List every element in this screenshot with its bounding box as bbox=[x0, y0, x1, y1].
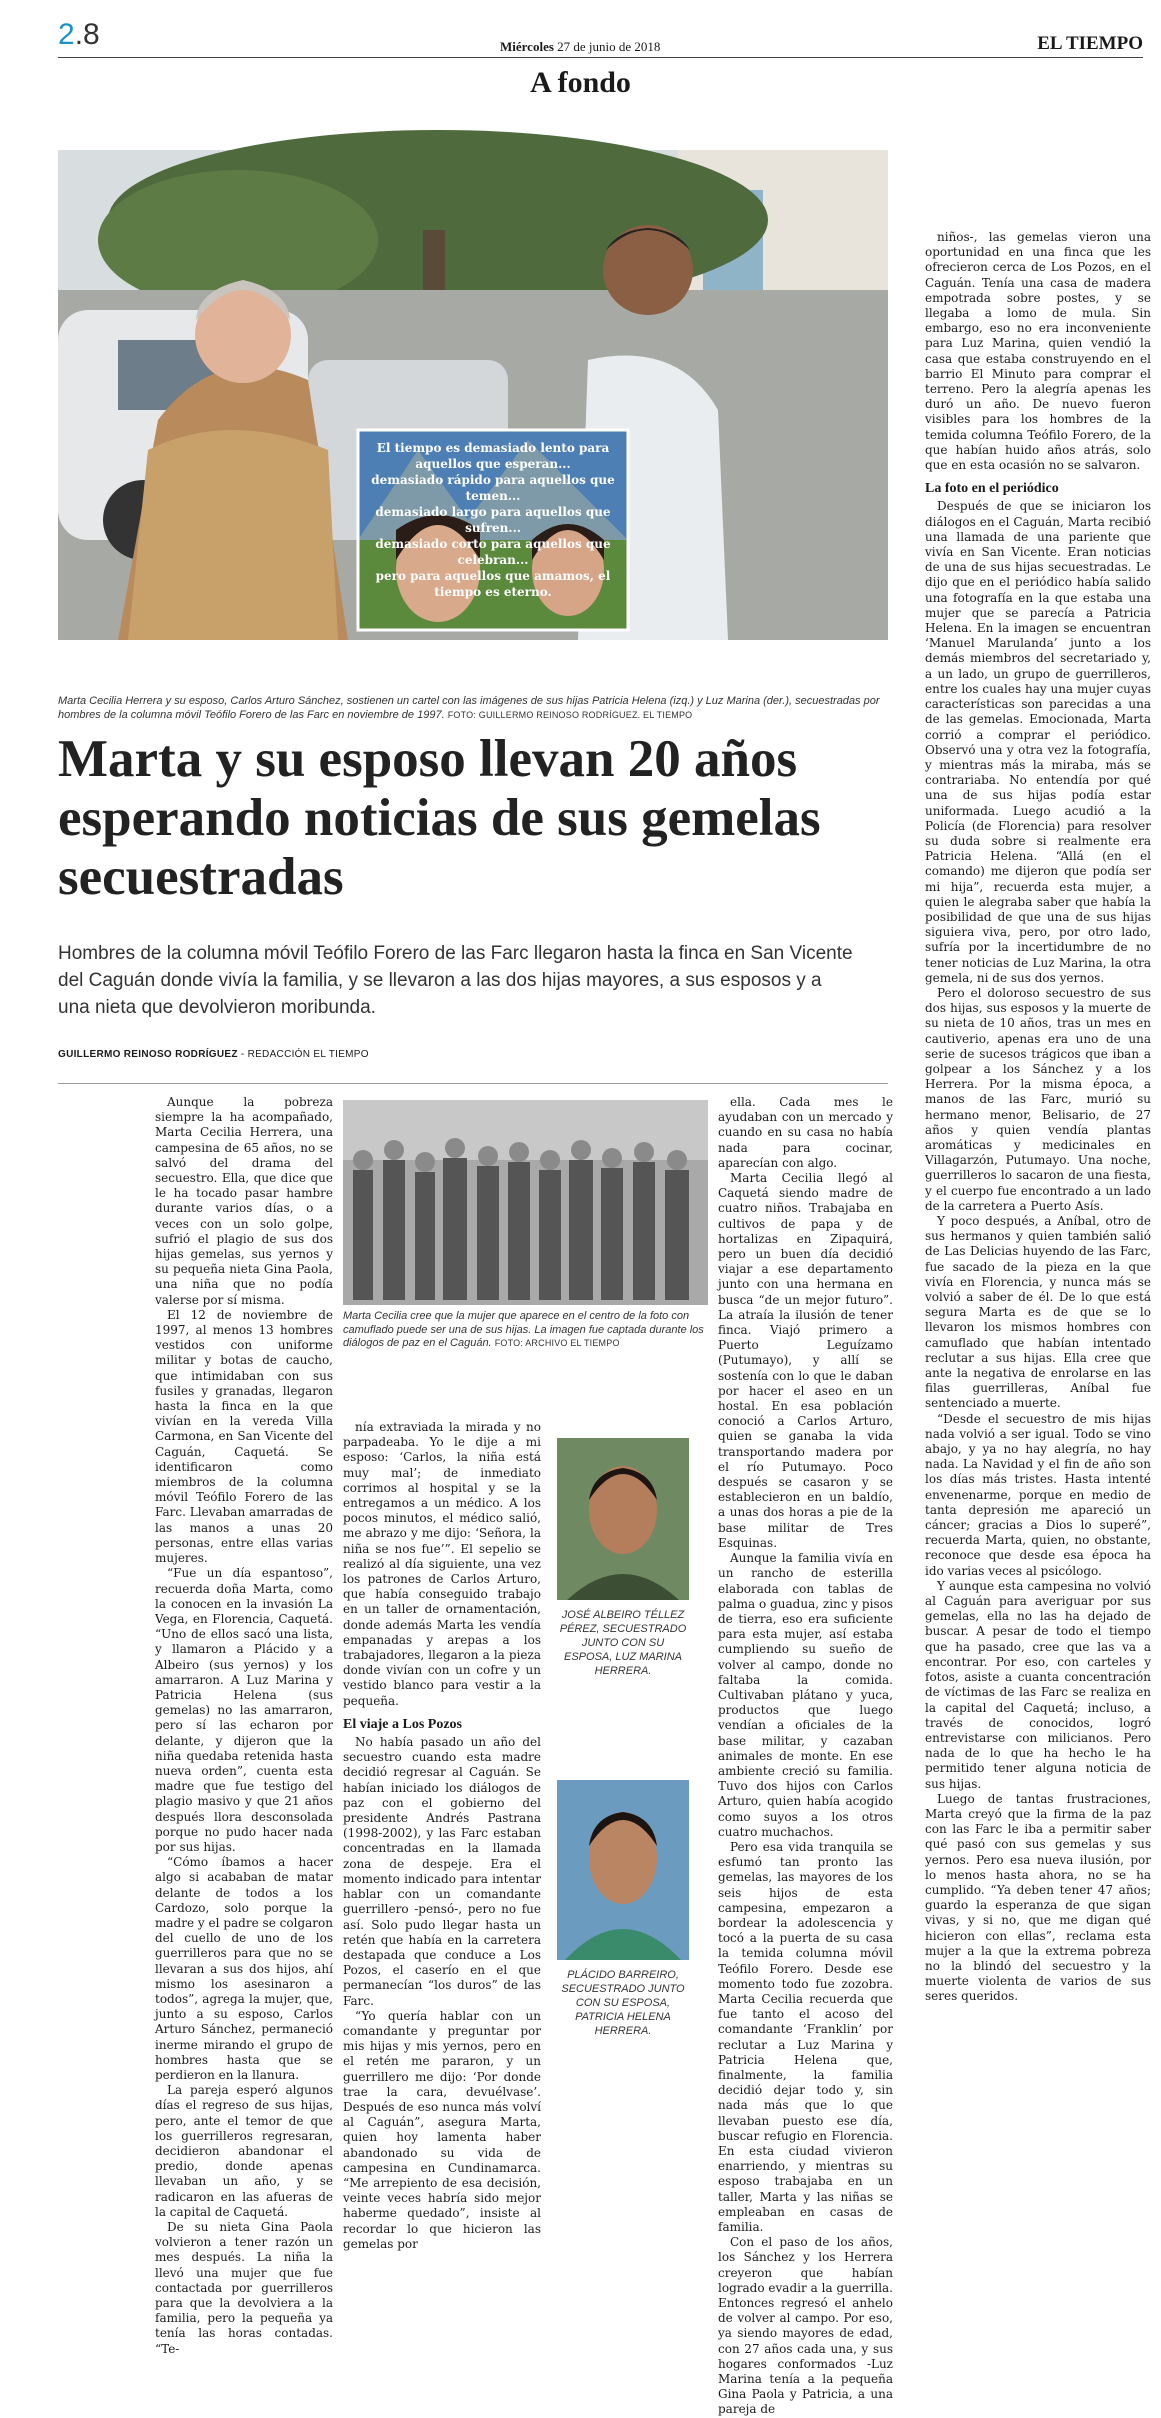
column-1 bbox=[155, 1095, 333, 2356]
paragraph: “Yo quería hablar con un comandante y preguntar por mis hijas y mis yernos, pero en el retén me pararon, y un guerrillero me dijo: ‘Por donde trae la cara, devuélvase’. Después de eso nunca más volví al Caguán”, asegura Marta, quien hoy lamenta haber abandonado su vida de campesina en Cundinamarca. “Me arrepiento de esa decisión, veinte veces habría sido mejor haberme quedado”, insiste al recordar lo que hicieron las gemelas por bbox=[343, 2008, 541, 2251]
section-title: A fondo bbox=[530, 66, 631, 99]
archive-photo-caption: Marta Cecilia cree que la mujer que aparece en el centro de la foto con camuflado puede ser una de sus hijas. La imagen fue captada durante los diálogos de paz en el Caguán. FOTO: ARCHIVO EL TIEMPO bbox=[343, 1310, 704, 1349]
paragraph: Después de que se iniciaron los diálogos en el Caguán, Marta recibió una llamada de una pariente que vivía en San Vicente. Eran noticias de una de sus hijas secuestradas. Le dijo que en el periódico había salido una fotografía en la que estaba una mujer que se parecía a Patricia Helena. En la imagen se encuentran ‘Manuel Marulanda’ junto a los demás miembros del secretariado y, a un lado, un grupo de guerrilleros, entre los cuales hay una mujer cuyas características son parecidas a una de las gemelas. Emocionada, Marta corrió a comprar el periódico. Observó una y otra vez la fotografía, y mientras más la miraba, más se contrariaba. No entendía por qué una de sus hijas podía estar uniformada. Luego acudió a la Policía (de Florencia) para resolver su duda sobre si realmente era Patricia Helena. “Allá (en el comando) me dijeron que podía ser mi hija”, recuerda esta mujer, a quien le alegraba saber que había la posibilidad de que una de sus hijas siguiera viva, pero, por otro lado, sufría por la incertidumbre de no tener noticias de Luz Marina, la otra gemela, ni de sus dos yernos. bbox=[925, 499, 1151, 985]
byline: GUILLERMO REINOSO RODRÍGUEZ - REDACCIÓN EL TIEMPO bbox=[58, 1049, 369, 1060]
issue-date: Miércoles 27 de junio de 2018 bbox=[500, 39, 661, 54]
headline: Marta y su esposo llevan 20 años esperando noticias de sus gemelas secuestradas bbox=[58, 730, 821, 906]
paragraph: Aunque la familia vivía en un rancho de esterilla elaborada con tablas de palma o guadua, zinc y pisos de tierra, eso era suficiente para esta mujer, así estaba cumpliendo su sueño de volver al campo, donde no faltaba la comida. Cultivaban plátano y yuca, productos que luego vendían a oficiales de la base militar, y cazaban animales de monte. En ese ambiente creció su familia. Tuvo dos hijos con Carlos Arturo, quien había acogido como suyos a los otros cuatro muchachos. bbox=[718, 1551, 893, 1839]
header-rule bbox=[58, 57, 1143, 58]
separator-rule bbox=[58, 1083, 888, 1084]
paragraph: Pero el doloroso secuestro de sus dos hijas, sus esposos y la muerte de su nieta de 10 años, tras un mes en cautiverio, apenas era uno de una serie de sucesos trágicos que iban a golpear a los Sánchez y a los Herrera. Por la misma época, a manos de las Farc, murió su hermano menor, Belisario, de 27 años y quien vendía plantas aromáticas y medicinales en Villagarzón, Putumayo. Una noche, guerrilleros lo sacaron de una fiesta, y el cuerpo fue encontrado a un lado de la carretera a Puerto Asís. bbox=[925, 985, 1151, 1213]
main-photo bbox=[58, 150, 888, 640]
paragraph: ella. Cada mes le ayudaban con un mercado y cuando en su casa no había nada para cocinar, aparecían con algo. bbox=[718, 1095, 893, 1170]
paragraph: “Desde el secuestro de mis hijas nada volvió a ser igual. Todo se vino abajo, y ya no hay alegría, no hay nada. La Navidad y el fin de año son los días más tristes. Hasta intenté envenenarme, porque en medio de tanta depresión me apareció un cáncer; gracias a Dios lo superé”, recuerda Marta, quien, no obstante, reconoce que desde esa época ha ido varias veces al psicólogo. bbox=[925, 1411, 1151, 1578]
newspaper-logo: EL TIEMPO bbox=[1037, 33, 1143, 54]
column-2 bbox=[343, 1420, 541, 2251]
paragraph: “Fue un día espantoso”, recuerda doña Marta, como la conocen en la invasión La Vega, en Florencia, Caquetá. “Uno de ellos sacó una lista, y llamaron a Plácido y a Albeiro (sus yernos) y los amarraron. A Luz Marina y Patricia Helena (sus gemelas) no las amarraron, pero sí las echaron por delante, y dijeron que la niña quedaba retenida hasta nueva orden”, cuenta esta madre que fue testigo del plagio masivo y que 21 años después llora desconsolada porque no pudo hacer nada por sus hijas. bbox=[155, 1566, 333, 1854]
paragraph: De su nieta Gina Paola volvieron a tener razón un mes después. La niña la llevó una mujer que fue contactada por guerrilleros para que la devolviera a la familia, pero la pequeña ya tenía las horas contadas. “Te- bbox=[155, 2220, 333, 2356]
main-photo-caption: Marta Cecilia Herrera y su esposo, Carlos Arturo Sánchez, sostienen un cartel con las imágenes de sus hijas Patricia Helena (izq.) y Luz Marina (der.), secuestradas por hombres de la columna móvil Teófilo Forero de las Farc en noviembre de 1997. FOTO: GUILLERMO REINOSO RODRÍGUEZ. EL TIEMPO bbox=[58, 695, 880, 721]
subhead-foto: La foto en el periódico bbox=[925, 481, 1059, 497]
paragraph: Y poco después, a Aníbal, otro de sus hermanos y quien también salió de Las Delicias huyendo de las Farc, fue sacado de la pieza en la que vivía en Florencia, y nunca más se volvió a saber de él. De lo que está segura Marta es de que se lo llevaron los mismos hombres con camuflado que habían intentado reclutar a sus hijas. Ella cree que ante la negativa de enrolarse en las filas guerrilleras, Aníbal fue sentenciado a muerte. bbox=[925, 1214, 1151, 1411]
banner-text: El tiempo es demasiado lento para aquellos que esperan... demasiado rápido para aquellos que temen... demasiado largo para aquellos que sufren... demasiado corto para aquellos que celebran... pero para aquellos que amamos, el tiempo es eterno. bbox=[371, 441, 615, 599]
archive-photo bbox=[343, 1100, 708, 1305]
column-4 bbox=[718, 1095, 893, 2417]
page-number: 2.8 bbox=[58, 18, 100, 51]
paragraph: Marta Cecilia llegó al Caquetá siendo madre de cuatro niños. Trabajaba en cultivos de papa y de hortalizas en Zipaquirá, pero un buen día decidió viajar a ese departamento junto con una hermana en busca “de un mejor futuro”. La atraía la ilusión de tener finca. Viajó primero a Puerto Leguízamo (Putumayo), y allí se sostenía con lo que le daban por hacer el aseo en un hostal. En esa población conoció a Carlos Arturo, quien se ganaba la vida transportando madera por el río Putumayo. Poco después se casaron y se establecieron en un baldío, a unas dos horas a pie de la base militar de Tres Esquinas. bbox=[718, 1171, 893, 1550]
paragraph: El 12 de noviembre de 1997, al menos 13 hombres vestidos con uniforme militar y botas de caucho, que intimidaban con sus fusiles y granadas, llegaron hasta la finca en la que vivían en la vereda Villa Carmona, en San Vicente del Caguán, Caquetá. Se identificaron como miembros de la columna móvil Teófilo Forero de las Farc. Llevaban amarradas de las manos a unas 20 personas, entre ellas varias mujeres. bbox=[155, 1307, 333, 1566]
portrait-caption-2: PLÁCIDO BARREIRO, SECUESTRADO JUNTO CON SU ESPOSA, PATRICIA HELENA HERRERA. bbox=[561, 1969, 685, 2037]
paragraph: Luego de tantas frustraciones, Marta creyó que la firma de la paz con las Farc le iba a permitir saber qué pasó con sus gemelas y sus yernos. Pero esa nueva ilusión, por lo menos hasta ahora, no se ha cumplido. “Ya deben tener 47 años; guardo la esperanza de que sigan vivas, y si no, que me digan qué hicieron con ellas”, reclama esta mujer a la que la extrema pobreza no la blindó del secuestro y la muerte violenta de varios de sus seres queridos. bbox=[925, 1791, 1151, 2004]
dek: Hombres de la columna móvil Teófilo Forero de las Farc llegaron hasta la finca en San Vicente del Caguán donde vivía la familia, y se llevaron a las dos hijas mayores, a sus esposos y a una nieta que devolvieron moribunda. bbox=[58, 943, 853, 1018]
paragraph: Con el paso de los años, los Sánchez y los Herrera creyeron que habían logrado evadir a la guerrilla. Entonces regresó el anhelo de volver al campo. Por eso, ya siendo mayores de edad, con 27 años cada una, y sus hogares conformados -Luz Marina tenía a la pequeña Gina Paola y Patricia, a una pareja de bbox=[718, 2235, 893, 2417]
paragraph: Y aunque esta campesina no volvió al Caguán para averiguar por sus gemelas, ella no las ha dejado de buscar. A pesar de todo el tiempo que ha pasado, cree que las va a encontrar. Por eso, con carteles y fotos, asiste a cuanta concentración de víctimas de las Farc se realiza en la capital del Caquetá; incluso, a través de conocidos, logró entrevistarse con milicianos. Pero nada de lo que ha hecho le ha permitido tener alguna noticia de sus hijas. bbox=[925, 1578, 1151, 1791]
paragraph: No había pasado un año del secuestro cuando esta madre decidió regresar al Caguán. Se habían iniciado los diálogos de paz con el gobierno del presidente Andrés Pastrana (1998-2002), y las Farc estaban concentradas en la llamada zona de despeje. Era el momento indicado para intentar hablar con un comandante guerrillero -pensó-, pero no fue así. Solo pudo llegar hasta un retén que había en la carretera destapada que conduce a Los Pozos, el caserío en el que permanecían “los duros” de las Farc. bbox=[343, 1735, 541, 2008]
portrait-caption-1: JOSÉ ALBEIRO TÉLLEZ PÉREZ, SECUESTRADO JUNTO CON SU ESPOSA, LUZ MARINA HERRERA. bbox=[559, 1609, 687, 1677]
paragraph: Aunque la pobreza siempre la ha acompañado, Marta Cecilia Herrera, una campesina de 65 años, no se salvó del drama del secuestro. Ella, que dice que le ha tocado pasar hambre durante varios días, o a veces con un solo golpe, sufrió el plagio de sus dos hijas gemelas, sus yernos y su pequeña nieta Gina Paola, una niña que no podía valerse por sí misma. bbox=[155, 1095, 333, 1307]
portrait-jose-albeiro bbox=[557, 1438, 689, 1600]
paragraph: “Cómo íbamos a hacer algo si acababan de matar delante de todos a los Cardozo, solo porque la madre y el padre se colgaron del cuello de uno de los guerrilleros para que no se llevaran a sus dos hijos, ahí mismo los asesinaron a todos”, agrega la mujer, que, junto a su esposo, Carlos Arturo Sánchez, permaneció inerme mirando el grupo de hombres hasta que se perdieron en la llanura. bbox=[155, 1855, 333, 2082]
subhead-viaje: El viaje a Los Pozos bbox=[343, 1716, 462, 1732]
paragraph: Pero esa vida tranquila se esfumó tan pronto las gemelas, las mayores de los seis hijos de esta campesina, empezaron a bordear la adolescencia y tocó a la puerta de su casa la temida columna móvil Teófilo Forero. Desde ese momento todo fue zozobra. Marta Cecilia recuerda que fue tanto el acoso del comandante ‘Franklin’ por reclutar a Luz Marina y Patricia Helena que, finalmente, la familia decidió dejar todo y, sin nada más que lo que llevaban puesto ese día, buscar refugio en Florencia. En esta ciudad vivieron enarriendo, y mientras su esposo trabajaba en un taller, Marta y las niñas se empleaban en casas de familia. bbox=[718, 1839, 893, 2235]
paragraph: niños-, las gemelas vieron una oportunidad en una finca que les ofrecieron cerca de Los Pozos, en el Caguán. Tenía una casa de madera empotrada sobre postes, y se llegaba a lomo de mula. Sin embargo, eso no era inconveniente para Luz Marina, quien vendió la casa que estaba construyendo en el barrio El Minuto para comprar el terreno. Pero la alegría apenas les duró un año. De nuevo fueron visibles para los hombres de la temida columna Teófilo Forero, de la que habían huido años atrás, solo que en esta ocasión no se salvaron. bbox=[925, 230, 1151, 473]
paragraph: La pareja esperó algunos días el regreso de sus hijas, pero, ante el temor de que los guerrilleros regresaran, decidieron abandonar el predio, donde apenas llevaban un año, y se radicaron en las afueras de la capital de Caquetá. bbox=[155, 2083, 333, 2219]
column-5 bbox=[925, 230, 1151, 2175]
portrait-placido bbox=[557, 1780, 689, 1942]
paragraph: nía extraviada la mirada y no parpadeaba. Yo le dije a mi esposo: ‘Carlos, la niña está muy mal’; de inmediato corrimos al hospital y se la entregamos a un médico. A los pocos minutos, el médico salió, me abrazo y me dijo: ‘Señora, la niña se nos fue’”. El sepelio se realizó al día siguiente, una vez los patrones de Carlos Arturo, que había conseguido trabajo en un taller de ornamentación, donde además Marta les vendía empanadas y arepas a los trabajadores, llegaron a la pieza donde vivían con un cofre y un vestido blanco para vestir a la pequeña. bbox=[343, 1420, 541, 1708]
